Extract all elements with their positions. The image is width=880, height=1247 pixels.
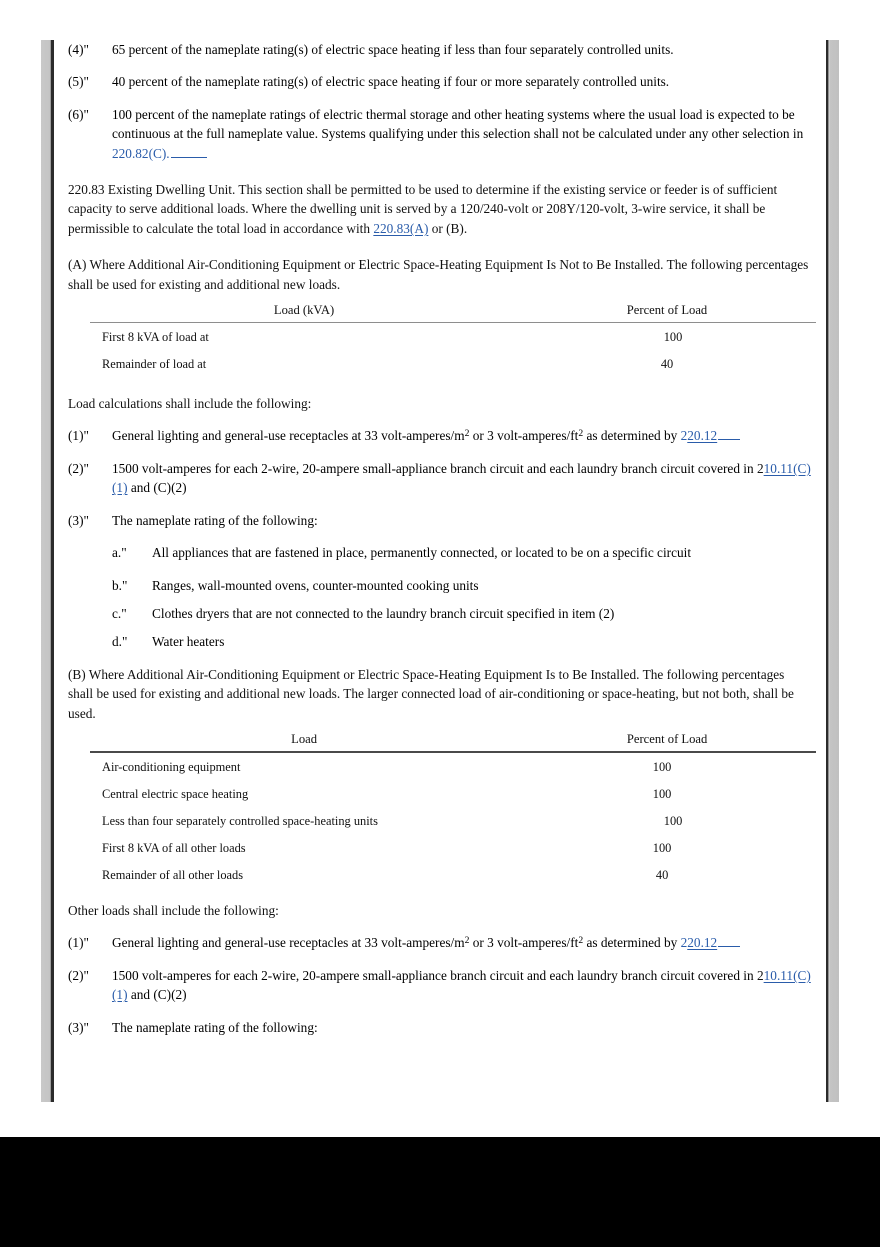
table-load-percent-A	[90, 303, 816, 377]
spacer	[68, 888, 812, 901]
link-prefix: 2	[756, 967, 764, 983]
list-item-text: 40 percent of the nameplate rating(s) of electric space heating if four or more separately controlled units.	[112, 74, 670, 90]
document-page	[54, 34, 826, 1102]
text-seg: and (C)(2)	[127, 480, 187, 496]
text-seg: General lighting and general-use receptacles at 33 volt-amperes/m	[112, 428, 465, 444]
table-header-row	[90, 732, 816, 752]
cell-load-label: Remainder of load at	[102, 357, 207, 372]
table-row	[90, 752, 816, 780]
list-marker: (3)"	[68, 1019, 89, 1035]
list-item-text: Ranges, wall-mounted ovens, counter-mounted cooking units	[152, 577, 479, 593]
cell-percent-value: 100	[652, 786, 672, 801]
list-item	[68, 511, 812, 530]
spacer	[68, 623, 812, 632]
other-loads-intro: Other loads shall include the following:	[68, 902, 279, 918]
list-item	[68, 40, 812, 59]
list-marker: (4)"	[68, 42, 89, 57]
spacer	[68, 530, 812, 543]
text-seg: or 3 volt-amperes/ft	[469, 935, 579, 951]
spacer	[68, 1005, 812, 1018]
table-row	[90, 350, 816, 377]
cell-load-label: Remainder of all other loads	[102, 867, 244, 882]
cell-percent-value: 100	[652, 759, 672, 774]
spacer	[68, 595, 812, 604]
list-marker: (1)"	[68, 428, 89, 444]
text-seg: or 3 volt-amperes/ft	[469, 428, 579, 444]
list-marker: (1)"	[68, 935, 89, 951]
list-item-text: The nameplate rating of the following:	[112, 512, 318, 528]
superscript-2: 2	[578, 935, 584, 947]
spacer	[68, 163, 812, 180]
cell-percent-value: 100	[663, 813, 683, 828]
list-item-text	[112, 966, 812, 1005]
list-item-text	[112, 105, 812, 163]
cell-percent-value: 40	[655, 867, 669, 882]
text-seg: and (C)(2)	[127, 987, 187, 1003]
table-row	[90, 780, 816, 807]
spacer	[68, 498, 812, 511]
spacer	[68, 723, 812, 732]
spacer	[68, 377, 812, 394]
superscript-2: 2	[464, 935, 470, 947]
list-marker: d."	[112, 634, 128, 650]
table-header-row	[90, 303, 816, 323]
list-item	[68, 426, 812, 445]
list-item	[68, 604, 812, 623]
section-220-83-tail: or (B).	[428, 220, 468, 236]
list-item	[68, 1018, 812, 1037]
spacer	[68, 563, 812, 576]
list-marker: a."	[112, 545, 127, 561]
section-A-paragraph: (A) Where Additional Air-Conditioning Equipment or Electric Space-Heating Equipment Is Not to Be Installed. The following percentages shall be used for existing and additional new loads.	[68, 257, 809, 292]
cell-load-label: Central electric space heating	[102, 786, 249, 801]
list-item	[68, 933, 812, 952]
spacer	[68, 238, 812, 255]
list-item	[68, 105, 812, 163]
link-220-12[interactable]	[681, 428, 718, 443]
list-marker: (5)"	[68, 74, 89, 90]
page-left-edge-shadow	[41, 40, 54, 1102]
list-item-text	[112, 933, 812, 952]
list-item	[68, 632, 812, 651]
list-item-text: 65 percent of the nameplate rating(s) of electric space heating if less than four separately controlled units.	[112, 42, 674, 57]
text-seg: 1500 volt-amperes for each 2-wire, 20-ampere small-appliance branch circuit and each laundry branch circuit covered in	[112, 967, 757, 983]
spacer	[68, 920, 812, 933]
section-220-83-paragraph	[68, 180, 812, 238]
table-row	[90, 807, 816, 834]
list-item-text: All appliances that are fastened in place, permanently connected, or located to be on a specific circuit	[152, 545, 692, 561]
list-item-text: Clothes dryers that are not connected to the laundry branch circuit specified in item (2)	[152, 605, 615, 621]
cell-load-label: First 8 kVA of load at	[102, 330, 209, 345]
list-marker: c."	[112, 605, 127, 621]
cell-load-label: Air-conditioning equipment	[102, 759, 241, 774]
list-marker: (2)"	[68, 460, 89, 476]
link-220-83-a[interactable]: 220.83(A)	[373, 220, 429, 236]
list-item-text: The nameplate rating of the following:	[112, 1019, 318, 1035]
spacer	[68, 953, 812, 966]
superscript-2: 2	[464, 428, 470, 440]
spacer	[68, 59, 812, 72]
link-prefix: 2	[756, 460, 764, 476]
link-suffix: 10.11(C)(1)	[112, 967, 811, 1003]
list-item-text: Water heaters	[152, 634, 225, 650]
spacer	[68, 294, 812, 303]
list-item	[68, 966, 812, 1005]
link-suffix: 20.12	[687, 428, 718, 444]
spacer	[68, 446, 812, 459]
list-marker: (6)"	[68, 106, 89, 122]
list-item-text	[112, 459, 812, 498]
link-220-12[interactable]	[681, 935, 718, 950]
spacer	[68, 92, 812, 105]
bottom-letterbox	[0, 1137, 880, 1247]
link-prefix: 2	[680, 935, 688, 951]
cell-load-label: First 8 kVA of all other loads	[102, 840, 246, 855]
table-row	[90, 861, 816, 888]
link-underline-tail	[718, 935, 740, 947]
section-220-83-lead: 220.83 Existing Dwelling Unit. This section shall be permitted to be used to determine if the existing service or feeder is of sufficient capacity to serve additional loads. Where the dwelling unit is served by a 120/240-volt or 208Y/120-volt, 3-wire service, it shall be permissible to calculate the total load in accordance with	[68, 182, 778, 236]
text-seg: as determined by	[583, 428, 681, 444]
page-right-edge-shadow	[826, 40, 839, 1102]
cell-percent-value: 100	[663, 330, 683, 345]
column-header-percent: Percent of Load	[518, 303, 816, 323]
list-marker: (2)"	[68, 967, 89, 983]
link-suffix: 10.11(C)(1)	[112, 460, 811, 496]
spacer	[68, 413, 812, 426]
superscript-2: 2	[578, 428, 584, 440]
list-item	[68, 543, 812, 562]
column-header-percent: Percent of Load	[518, 732, 816, 752]
cell-percent-value: 40	[660, 357, 674, 372]
list-marker: (3)"	[68, 512, 89, 528]
column-header-load: Load (kVA)	[90, 303, 518, 323]
link-prefix: 2	[680, 428, 688, 444]
list-item	[68, 576, 812, 595]
list-item	[68, 72, 812, 91]
table-load-percent-B	[90, 732, 816, 888]
text-seg: as determined by	[583, 935, 681, 951]
text-seg: 1500 volt-amperes for each 2-wire, 20-ampere small-appliance branch circuit and each laundry branch circuit covered in	[112, 460, 757, 476]
cell-percent-value: 100	[652, 840, 672, 855]
list-item-text	[112, 426, 812, 445]
link-underline-tail	[718, 428, 740, 440]
section-B-paragraph: (B) Where Additional Air-Conditioning Equipment or Electric Space-Heating Equipment Is to Be Installed. The following percentages shall be used for existing and additional new loads. The larger connected load of air-conditioning or space-heating, but not both, shall be used.	[68, 666, 794, 721]
link-suffix: 20.12	[687, 935, 718, 951]
table-row	[90, 323, 816, 351]
list-item-text-lead: 100 percent of the nameplate ratings of electric thermal storage and other heating systems where the usual load is expected to be continuous at the full nameplate value. Systems qualifying under this selection shall not be calculated under any other selection in	[112, 106, 804, 142]
page-content	[68, 40, 812, 1037]
link-220-82-c[interactable]: 220.82(C).	[112, 145, 170, 161]
spacer	[68, 652, 812, 665]
table-row	[90, 834, 816, 861]
load-calculations-intro: Load calculations shall include the following:	[68, 396, 312, 412]
cell-load-label: Less than four separately controlled space-heating units	[102, 813, 378, 828]
column-header-load: Load	[90, 732, 518, 752]
link-underline-tail	[171, 146, 207, 158]
text-seg: General lighting and general-use receptacles at 33 volt-amperes/m	[112, 935, 465, 951]
list-item	[68, 459, 812, 498]
list-marker: b."	[112, 577, 128, 593]
